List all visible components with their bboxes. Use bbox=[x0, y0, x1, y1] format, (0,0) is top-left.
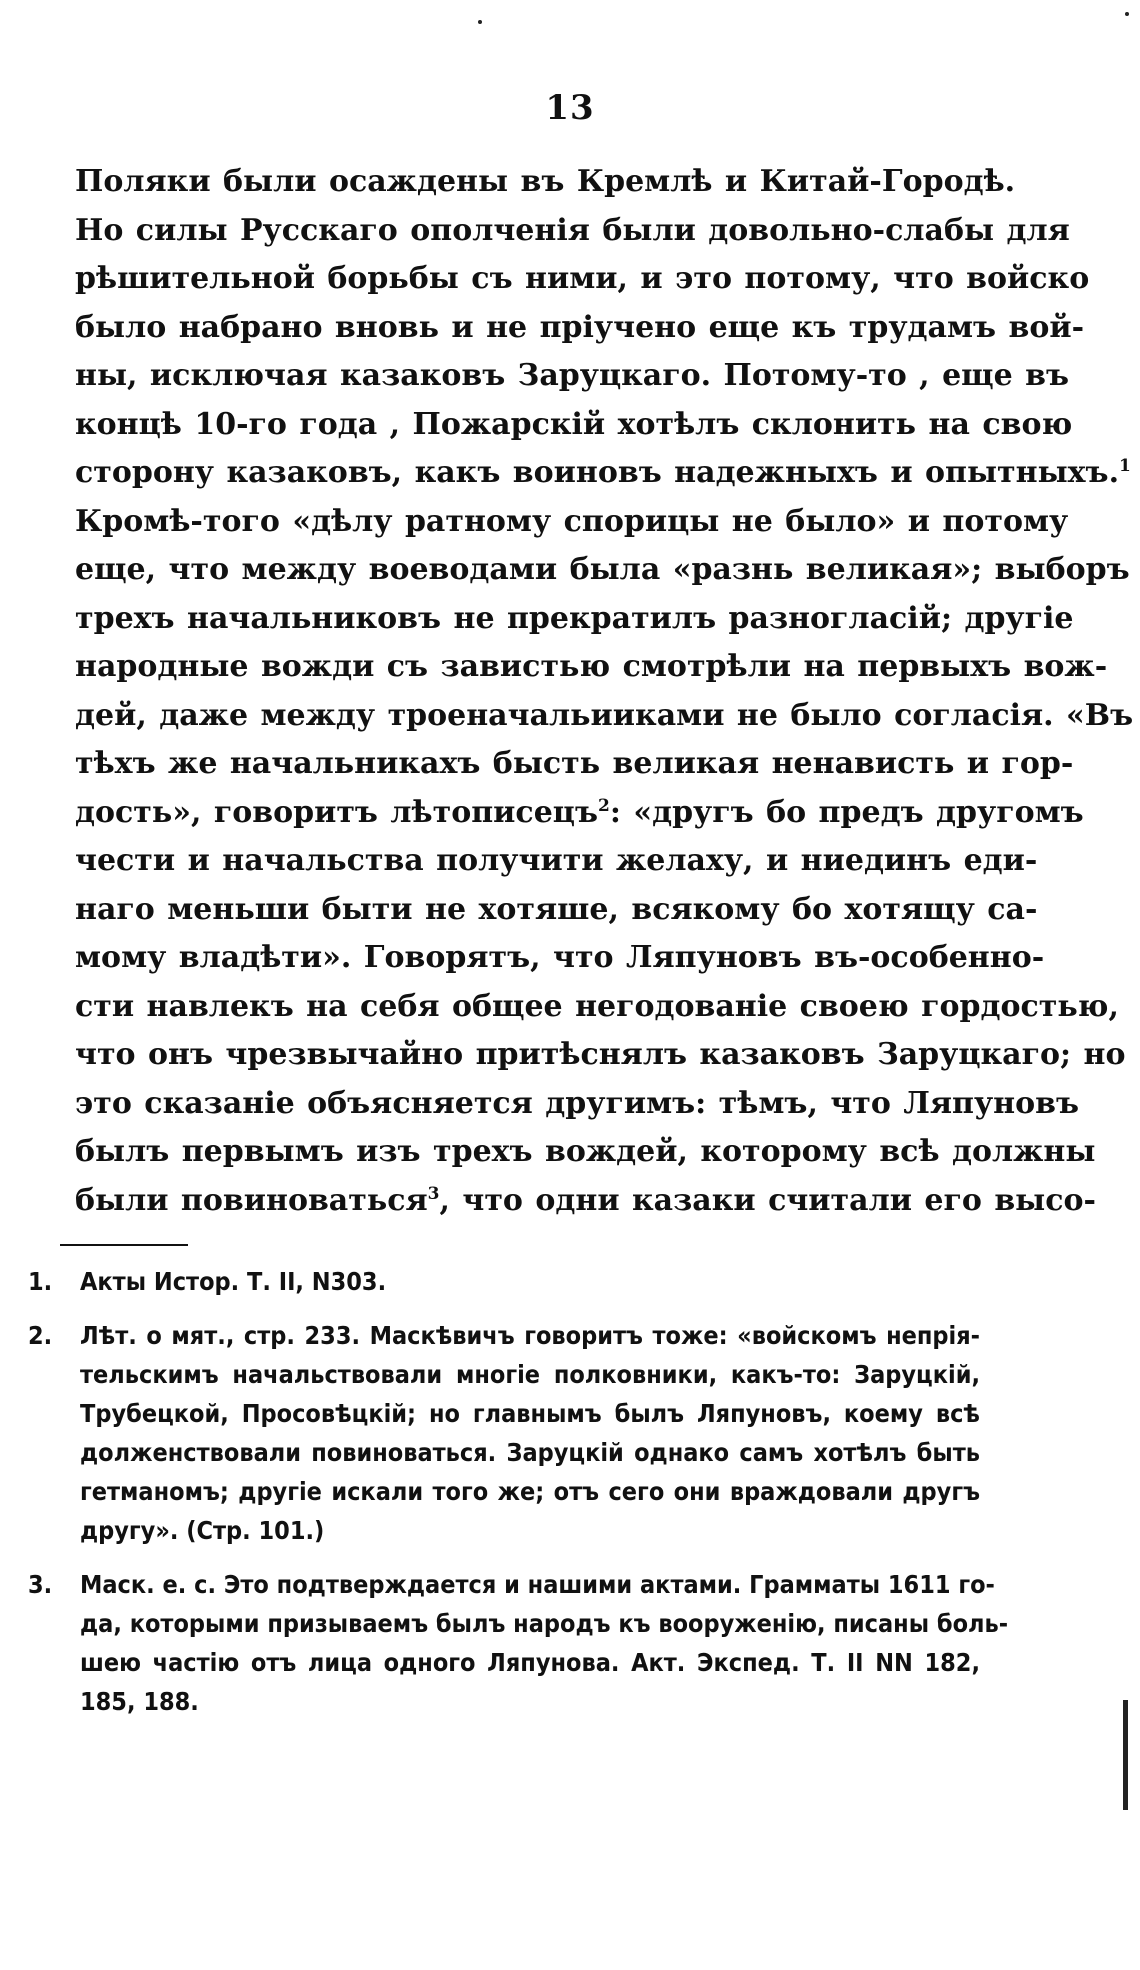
text-line-with-footnote-ref bbox=[75, 789, 1084, 838]
text-line: Кромѣ-того «дѣлу ратному спорицы не было» и потому bbox=[75, 503, 1069, 539]
text-line: чести и начальства получити желаху, и ниединъ еди- bbox=[75, 843, 1038, 878]
footnote-number: 3. bbox=[28, 1570, 53, 1599]
text-line: что онъ чрезвычайно притѣснялъ казаковъ Заруцкаго; но bbox=[75, 1037, 1126, 1072]
text-line: мому владѣти». Говорятъ, что Ляпуновъ въ-особенно- bbox=[75, 940, 1045, 975]
text-segment: : «другъ бо предъ другомъ bbox=[609, 794, 1084, 830]
text-segment: сторону казаковъ, какъ воиновъ надежныхъ и опытныхъ. bbox=[75, 455, 1120, 490]
text-segment: дость», говоритъ лѣтописецъ bbox=[75, 794, 598, 830]
footnote-line: Акты Истор. Т. II, N303. bbox=[80, 1267, 387, 1296]
footnote-line: другу». (Стр. 101.) bbox=[80, 1516, 325, 1545]
footnote-ref: 2 bbox=[597, 795, 610, 816]
footnote-line: тельскимъ начальствовали многіе полковники, какъ-то: Заруцкій, bbox=[80, 1360, 980, 1389]
footnote-2 bbox=[28, 1316, 980, 1550]
text-line: Поляки были осаждены въ Кремлѣ и Китай-Городѣ. bbox=[75, 164, 1016, 199]
text-line-with-footnote-ref bbox=[75, 449, 1131, 498]
footnote-line: Трубецкой, Просовѣцкій; но главнымъ былъ Ляпуновъ, коему всѣ bbox=[80, 1399, 980, 1428]
text-line: дей, даже между троеначальииками не было согласія. «Въ bbox=[75, 697, 1134, 733]
text-line: рѣшительной борьбы съ ними, и это потому, что войско bbox=[75, 261, 1090, 296]
text-line: это сказаніе объясняется другимъ: тѣмъ, что Ляпуновъ bbox=[75, 1085, 1080, 1121]
footnote-line: шею частію отъ лица одного Ляпунова. Акт. Экспед. Т. II NN 182, bbox=[80, 1648, 980, 1677]
text-line: былъ первымъ изъ трехъ вождей, которому всѣ должны bbox=[75, 1134, 1096, 1169]
footnotes-block bbox=[28, 1262, 1009, 1736]
text-line: наго меньши быти не хотяше, всякому бо хотящу са- bbox=[75, 891, 1038, 927]
footnote-number: 2. bbox=[28, 1321, 53, 1350]
footnote-line: Лѣт. о мят., стр. 233. Маскѣвичъ говоритъ тоже: «войскомъ непрія- bbox=[80, 1321, 980, 1350]
text-line: концѣ 10-го года , Пожарскій хотѣлъ склонить на свою bbox=[75, 406, 1073, 442]
text-line: народные вожди съ завистью смотрѣли на первыхъ вож- bbox=[75, 649, 1108, 684]
text-segment: , что одни казаки считали его высо- bbox=[439, 1182, 1096, 1218]
text-line: Но силы Русскаго ополченія были довольно-слабы для bbox=[75, 212, 1070, 248]
text-line: тѣхъ же начальникахъ бысть великая ненависть и гор- bbox=[75, 746, 1074, 781]
footnote-number: 1. bbox=[28, 1267, 53, 1296]
footnote-3 bbox=[28, 1565, 1009, 1721]
page-number: 13 bbox=[545, 88, 595, 128]
text-line: сти навлекъ на себя общее негодованіе своею гордостью, bbox=[75, 988, 1119, 1024]
footnote-line: 185, 188. bbox=[80, 1687, 199, 1716]
footnote-line: Маск. е. с. Это подтверждается и нашими актами. Грамматы 1611 го- bbox=[80, 1570, 995, 1599]
text-segment: были повиноваться bbox=[75, 1182, 428, 1218]
scan-dot-mark bbox=[478, 20, 482, 24]
scan-dot-mark bbox=[1125, 12, 1129, 16]
footnote-line: да, которыми призываемъ былъ народъ къ вооруженію, писаны боль- bbox=[80, 1609, 1009, 1638]
main-text-block bbox=[75, 158, 1134, 1225]
text-line-with-footnote-ref bbox=[75, 1177, 1096, 1226]
footnote-line: гетманомъ; другіе искали того же; отъ сего они враждовали другъ bbox=[80, 1477, 980, 1506]
scan-edge-mark bbox=[1123, 1700, 1128, 1810]
footnote-divider bbox=[60, 1244, 188, 1246]
footnote-ref: 1 bbox=[1119, 456, 1131, 476]
footnote-1 bbox=[28, 1262, 980, 1301]
text-line: было набрано вновь и не пріучено еще къ трудамъ вой- bbox=[75, 309, 1085, 345]
text-line: трехъ начальниковъ не прекратилъ разногласій; другіе bbox=[75, 600, 1074, 636]
text-line: еще, что между воеводами была «разнь великая»; выборъ bbox=[75, 552, 1130, 587]
text-line: ны, исключая казаковъ Заруцкаго. Потому-то , еще въ bbox=[75, 358, 1070, 393]
footnote-line: долженствовали повиноваться. Заруцкій однако самъ хотѣлъ быть bbox=[80, 1438, 980, 1467]
footnote-ref: 3 bbox=[427, 1183, 440, 1204]
